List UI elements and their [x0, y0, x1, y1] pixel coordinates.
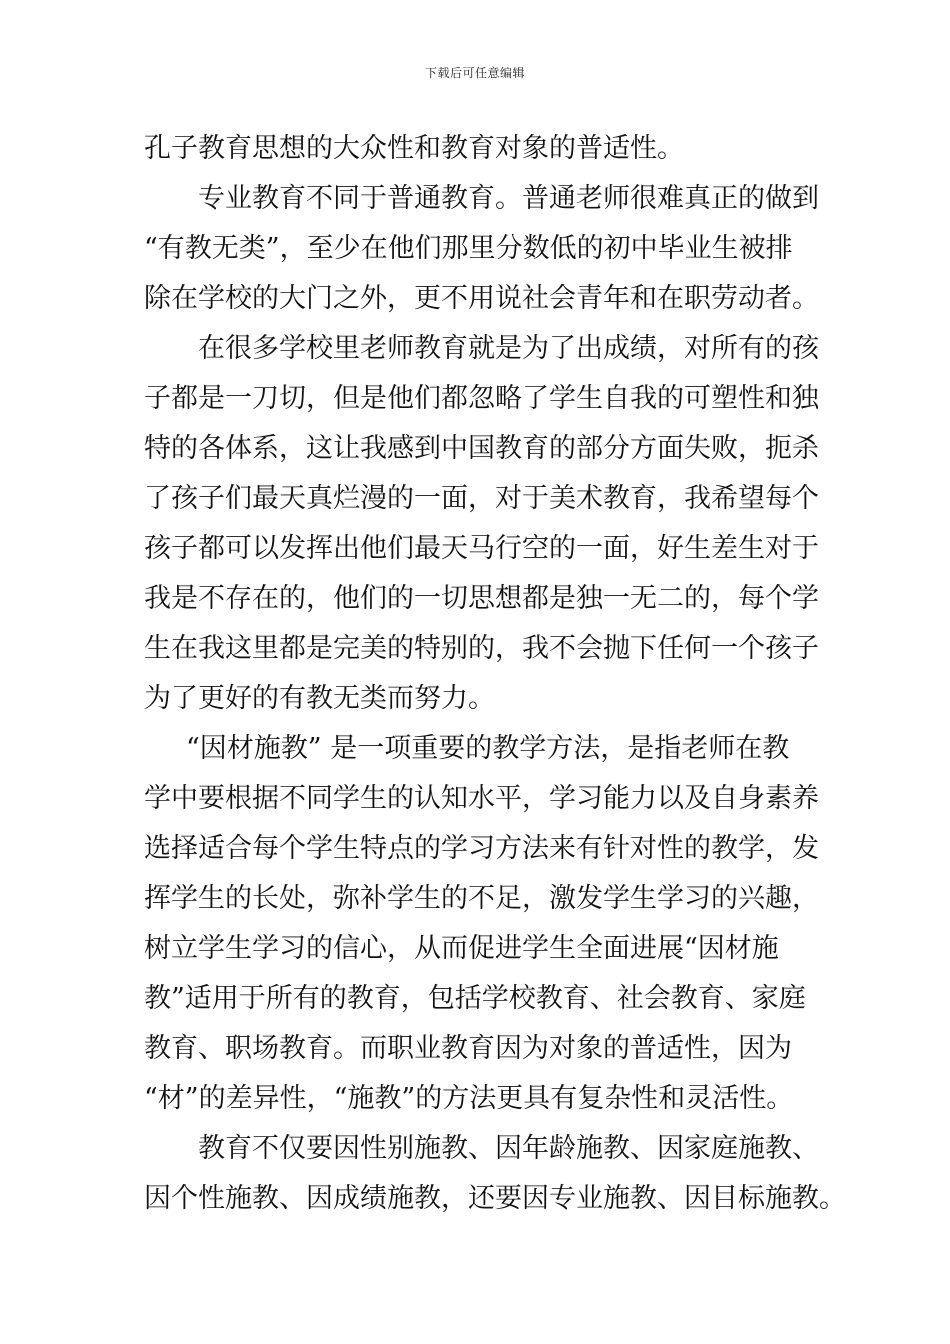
text-line: 我是不存在的，他们的一切思想都是独一无二的，每个学 [144, 583, 819, 614]
text-line: 在很多学校里老师教育就是为了出成绩，对所有的孩 [198, 333, 819, 364]
text-line: 因个性施教、因成绩施教，还要因专业施教、因目标施教。 [144, 1183, 846, 1214]
text-line: “有教无类”，至少在他们那里分数低的初中毕业生被排 [144, 233, 793, 264]
text-line: 教育不仅要因性别施教、因年龄施教、因家庭施教、 [198, 1133, 819, 1164]
text-line: 孔子教育思想的大众性和教育对象的普适性。 [144, 133, 684, 164]
text-line: 挥学生的长处，弥补学生的不足，激发学生学习的兴趣， [144, 883, 819, 914]
text-line: 为了更好的有教无类而努力。 [144, 683, 495, 714]
text-line: 孩子都可以发挥出他们最天马行空的一面，好生差生对于 [144, 533, 819, 564]
text-line: 生在我这里都是完美的特别的，我不会抛下任何一个孩子 [144, 633, 819, 664]
text-line: 学中要根据不同学生的认知水平，学习能力以及自身素养 [144, 783, 819, 814]
text-line: 教育、职场教育。而职业教育因为对象的普适性，因为 [144, 1033, 792, 1064]
text-line: 了孩子们最天真烂漫的一面，对于美术教育，我希望每个 [144, 483, 819, 514]
text-line: 树立学生学习的信心，从而促进学生全面进展“因材施 [144, 933, 779, 964]
text-line: “材”的差异性，“施教”的方法更具有复杂性和灵活性。 [144, 1083, 794, 1114]
text-line: 专业教育不同于普通教育。普通老师很难真正的做到 [198, 183, 819, 214]
text-line: 特的各体系，这让我感到中国教育的部分方面失败，扼杀 [144, 433, 819, 464]
text-line: “因材施教” 是一项重要的教学方法，是指老师在教 [186, 733, 790, 764]
text-line: 子都是一刀切，但是他们都忽略了学生自我的可塑性和独 [144, 383, 819, 414]
page-header: 下载后可任意编辑 [424, 66, 525, 80]
text-line: 选择适合每个学生特点的学习方法来有针对性的教学，发 [144, 833, 819, 864]
text-line: 教”适用于所有的教育，包括学校教育、社会教育、家庭 [144, 983, 806, 1014]
text-line: 除在学校的大门之外，更不用说社会青年和在职劳动者。 [144, 283, 819, 314]
